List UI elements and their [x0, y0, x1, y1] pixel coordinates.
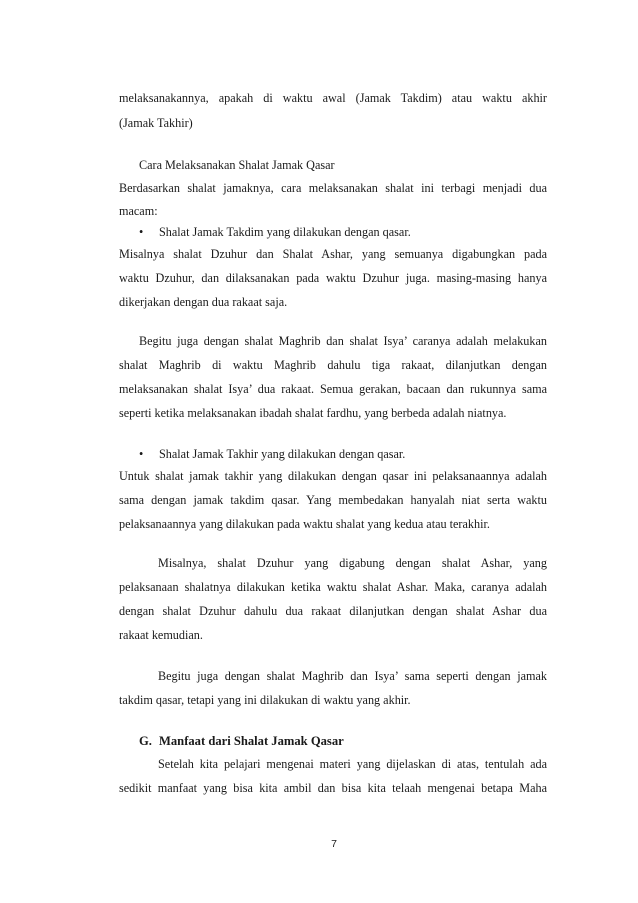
subheading: Cara Melaksanakan Shalat Jamak Qasar	[139, 158, 335, 172]
body-line: sama dengan jamak takdim qasar. Yang membedakan hanyalah niat serta waktu	[119, 493, 547, 507]
body-line: dengan shalat Dzuhur dahulu dua rakaat dilanjutkan dengan shalat Ashar dua	[119, 604, 547, 618]
body-line: Setelah kita pelajari mengenai materi yang dijelaskan di atas, tentulah ada	[158, 757, 547, 771]
body-line: seperti ketika melaksanakan ibadah shalat fardhu, yang berbeda adalah niatnya.	[119, 406, 507, 420]
body-line: dikerjakan dengan dua rakaat saja.	[119, 295, 288, 309]
body-line: Begitu juga dengan shalat Maghrib dan Isya’ sama seperti dengan jamak	[158, 669, 547, 683]
bullet-icon: •	[139, 225, 144, 239]
body-line: melaksanakannya, apakah di waktu awal (Jamak Takdim) atau waktu akhir	[119, 91, 547, 105]
body-line: Misalnya shalat Dzuhur dan Shalat Ashar, yang semuanya digabungkan pada	[119, 247, 547, 261]
body-line: shalat Maghrib di waktu Maghrib dahulu tiga rakaat, dilanjutkan dengan	[119, 358, 547, 372]
body-line: rakaat kemudian.	[119, 628, 203, 642]
body-line: waktu Dzuhur, dan dilaksanakan pada waktu Dzuhur juga. masing-masing hanya	[119, 271, 547, 285]
body-line: takdim qasar, tetapi yang ini dilakukan di waktu yang akhir.	[119, 693, 411, 707]
body-line: Berdasarkan shalat jamaknya, cara melaksanakan shalat ini terbagi menjadi dua	[119, 181, 547, 195]
bullet-icon: •	[139, 447, 144, 461]
body-line: pelaksanaannya yang dilakukan pada waktu shalat yang kedua atau terakhir.	[119, 517, 490, 531]
section-heading-letter: G.	[139, 734, 152, 748]
body-line: Untuk shalat jamak takhir yang dilakukan dengan qasar ini pelaksanaannya adalah	[119, 469, 547, 483]
body-line: pelaksanaan shalatnya dilakukan ketika waktu shalat Ashar. Maka, caranya adalah	[119, 580, 547, 594]
body-line: macam:	[119, 204, 158, 218]
body-line: (Jamak Takhir)	[119, 116, 193, 130]
page-number: 7	[331, 838, 337, 850]
bullet-text: Shalat Jamak Takdim yang dilakukan dengan qasar.	[159, 225, 411, 239]
body-line: melaksanakan shalat Isya’ dua rakaat. Semua gerakan, bacaan dan rukunnya sama	[119, 382, 547, 396]
bullet-text: Shalat Jamak Takhir yang dilakukan dengan qasar.	[159, 447, 406, 461]
bullet-item	[139, 446, 405, 462]
body-line: Begitu juga dengan shalat Maghrib dan shalat Isya’ caranya adalah melakukan	[139, 334, 547, 348]
bullet-item	[139, 224, 411, 240]
body-line: sedikit manfaat yang bisa kita ambil dan bisa kita telaah mengenai betapa Maha	[119, 781, 547, 795]
section-heading-text: Manfaat dari Shalat Jamak Qasar	[159, 734, 344, 748]
body-line: Misalnya, shalat Dzuhur yang digabung dengan shalat Ashar, yang	[158, 556, 547, 570]
section-heading	[139, 733, 344, 749]
